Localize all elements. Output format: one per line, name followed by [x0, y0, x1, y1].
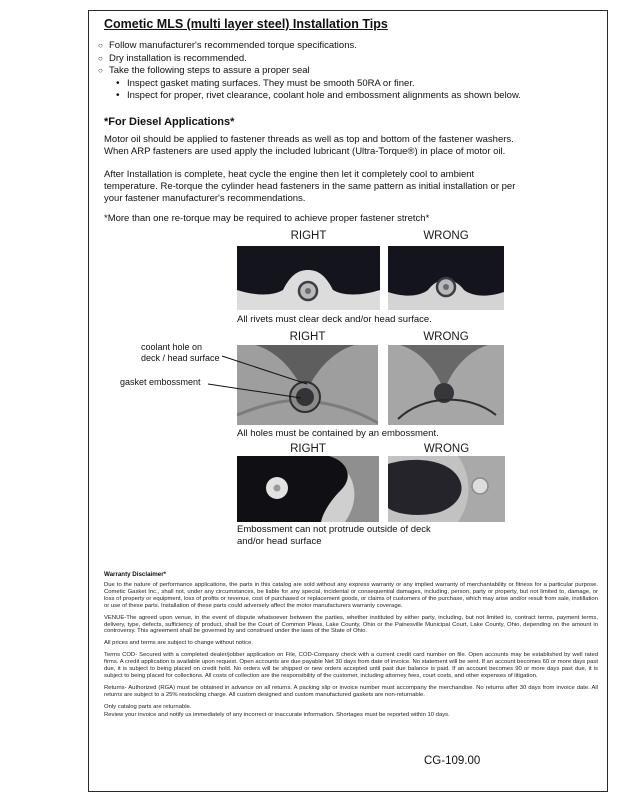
dot-bullet-icon: •	[116, 77, 120, 89]
row3-right-label: RIGHT	[290, 443, 326, 455]
row3-wrong-image	[388, 456, 505, 522]
list-sub-item	[116, 78, 568, 91]
list-item-text: Take the following steps to assure a proper seal	[109, 65, 310, 76]
gasket-embossment-callout: gasket embossment	[120, 377, 201, 387]
row3-wrong-label: WRONG	[423, 443, 470, 455]
legal-paragraph: All prices and terms are subject to change without notice.	[104, 640, 253, 647]
page-code: CG-109.00	[424, 755, 481, 767]
row1-caption: All rivets must clear deck and/or head surface.	[237, 314, 432, 325]
page-title: Cometic MLS (multi layer steel) Installation Tips	[104, 17, 388, 31]
retorque-note: *More than one re-torque may be required to achieve proper fastener stretch*	[104, 213, 430, 224]
row2-right-label: RIGHT	[289, 331, 326, 343]
row1-right-image	[237, 246, 380, 310]
dot-bullet-icon: •	[116, 90, 120, 101]
row3-caption: Embossment can not protrude outside of deck and/or head surface	[237, 524, 431, 547]
row1-wrong-image	[388, 246, 504, 310]
circle-bullet-icon: ○	[98, 41, 103, 50]
coolant-hole-callout: coolant hole on deck / head surface	[141, 342, 220, 363]
row3-right-image	[237, 456, 379, 522]
diesel-applications-heading: *For Diesel Applications*	[104, 116, 235, 128]
circle-bullet-icon: ○	[98, 53, 103, 63]
diesel-paragraph-2: After Installation is complete, heat cycle the engine then let it completely cool to ambient temperature. Re-torque the cylinder head fasteners in the same pattern as initial installation or per your fastener manufacturer's recommendations.	[104, 169, 516, 204]
row1-wrong-label: WRONG	[423, 230, 469, 242]
row2-wrong-image	[388, 345, 504, 425]
legal-paragraph: VENUE-The agreed upon venue, in the event of dispute whatsoever between the parties, whether instituted by either party, including, but not limited to, contract terms, payment terms, delivery, type, defects, sufficiency of product, shall be the Court of Common Pleas, Lake County, Ohio or the Painesville Municipal Court, Lake County, Ohio, depending on the amount in controversy. This agreement shall be governed by and construed under the laws of the State of Ohio.	[104, 614, 598, 635]
warranty-disclaimer-heading: Warranty Disclaimer*	[104, 571, 167, 578]
list-item	[98, 65, 568, 78]
legal-paragraph: Due to the nature of performance applications, the parts in this catalog are sold without any express warranty or any implied warranty of merchantability or fitness for a particular purpose. Cometic Gasket Inc., shall not, under any circumstances, be liable for any special, incidental or consequential damages, including, person, party or property, but not limited to, damage, or loss of property or equipment, loss of profits or revenue, cost of purchased or replacement goods, or claims of customers of the purchase, which may arise and/or result from sale, instillation or use of these parts. Installation of these parts could adversely affect the motor manufacturers warranty coverage.	[104, 582, 598, 609]
row1-right-label: RIGHT	[290, 230, 327, 242]
list-item-text: Inspect gasket mating surfaces. They must be smooth 50RA or finer.	[127, 77, 415, 89]
legal-paragraph: Returns- Authorized (RGA) must be obtained in advance on all returns. A packing slip or invoice number must accompany the merchandise. No returns after 30 days from invoice date. All returns are subject to a 25% restocking charge. All custom designed and custom manufactured gaskets are non-returnable.	[104, 684, 598, 698]
circle-bullet-icon: ○	[98, 66, 103, 75]
warranty-disclaimer-section	[104, 571, 598, 724]
legal-paragraph: Only catalog parts are returnable.	[104, 703, 192, 710]
legal-paragraph: Terms COD- Secured with a completed dealer/jobber application on File, COD-Company check with a current credit card number on file. Open accounts may be established by well rated firms. A credit application is available upon request. Open accounts are due payable Net 30 days from date of invoice. No statement will be sent. If an account becomes 60 or more days past due, it is subject to being placed on credit hold. No orders will be shipped or new orders accepted until past due balance is paid. If an account becomes 90 or more days past due, it is subject to being placed for collections. All costs of collection are the responsibility of the customer, including attorney fees, court costs, and other expenses of litigation.	[104, 652, 598, 679]
list-item-text: Inspect for proper, rivet clearance, coolant hole and embossment alignments as shown below.	[127, 90, 521, 101]
list-item-text: Dry installation is recommended.	[109, 52, 247, 64]
installation-tips-list	[98, 40, 568, 103]
list-item	[98, 53, 568, 66]
row2-right-image	[237, 345, 378, 425]
list-item	[98, 40, 568, 53]
list-sub-item	[116, 90, 568, 103]
row2-wrong-label: WRONG	[423, 331, 469, 343]
row2-caption: All holes must be contained by an embossment.	[237, 428, 439, 439]
list-item-text: Follow manufacturer's recommended torque specifications.	[109, 40, 357, 51]
diesel-paragraph-1: Motor oil should be applied to fastener threads as well as top and bottom of the fastener washers. When ARP fasteners are used apply the included lubricant (Ultra-Torque®) in place of motor oil.	[104, 134, 514, 157]
legal-paragraph: Review your invoice and notify us immediately of any incorrect or inaccurate information. Shortages must be reported within 10 days.	[104, 711, 450, 718]
